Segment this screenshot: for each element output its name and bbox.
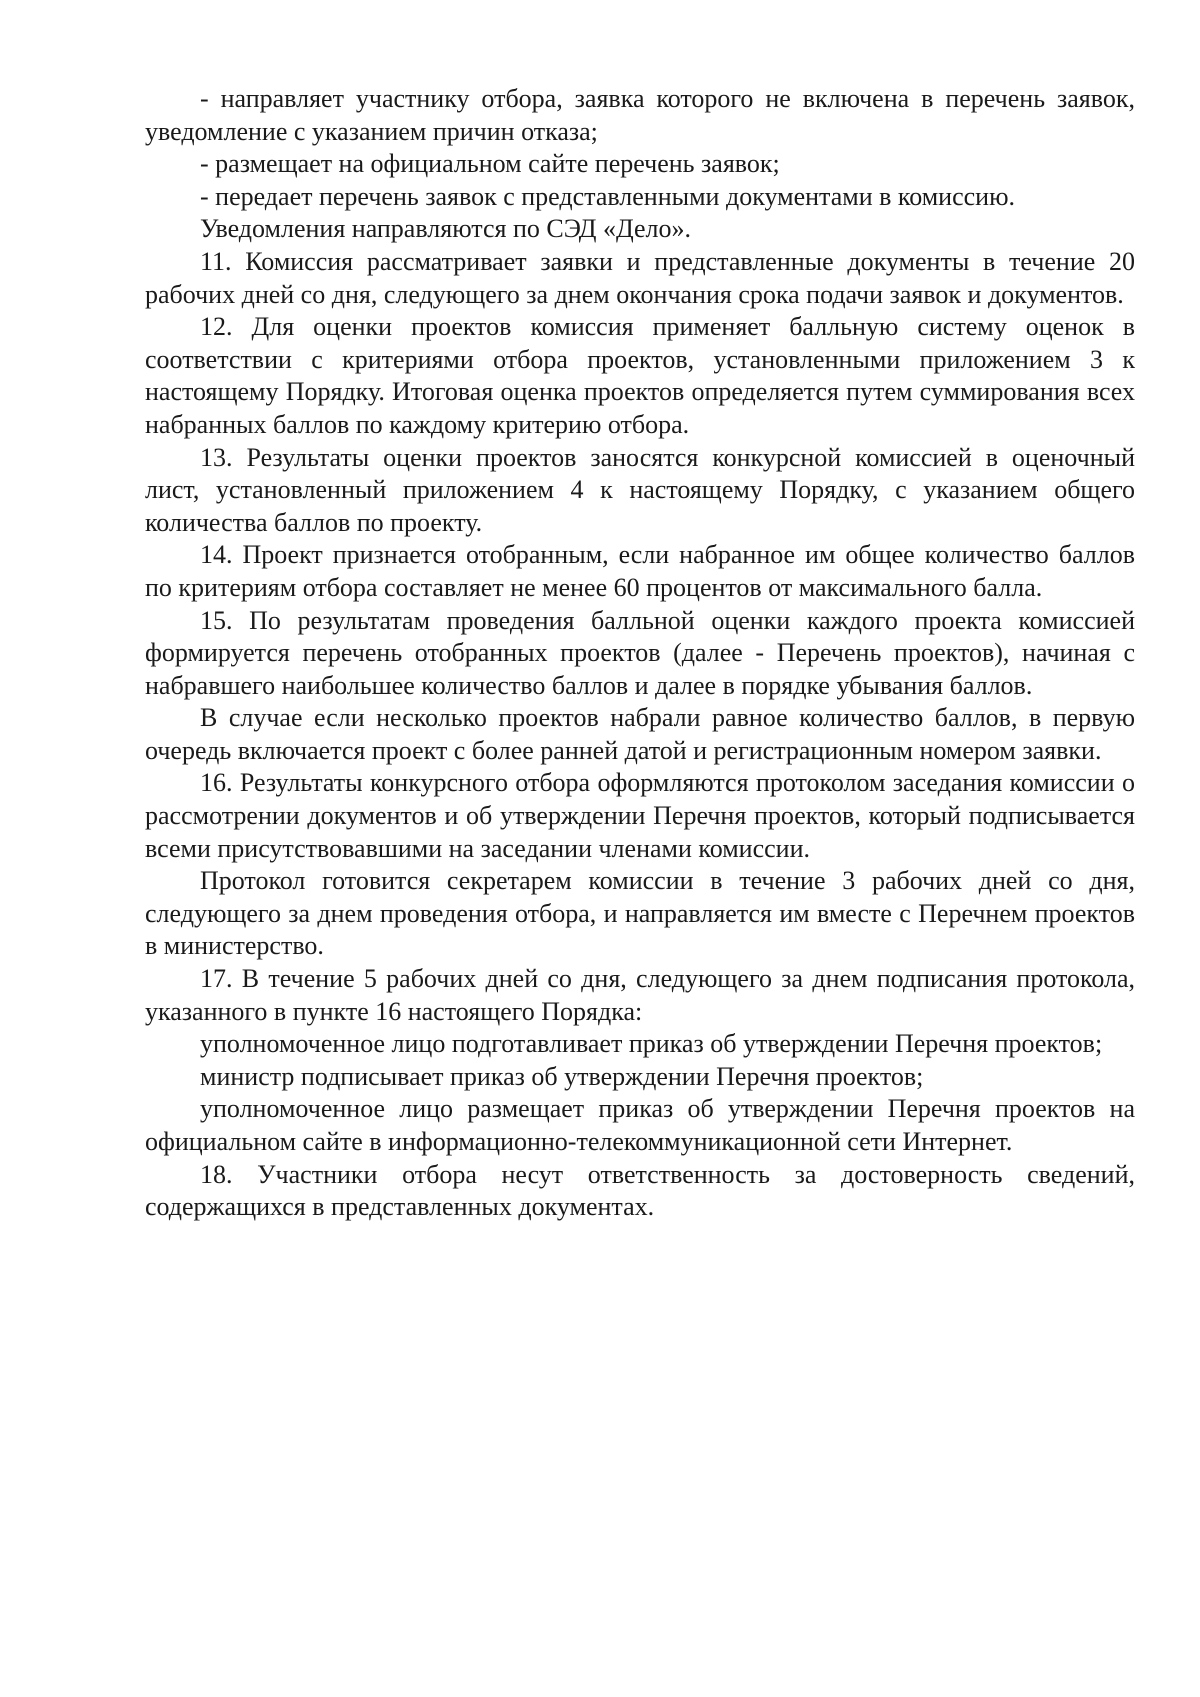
paragraph-equal-scores: В случае если несколько проектов набрали равное количество баллов, в первую очередь включается проект с более ранней датой и регистрационным номером заявки.: [145, 703, 1135, 765]
paragraph-item-13: 13. Результаты оценки проектов заносятся конкурсной комиссией в оценочный лист, установленный приложением 4 к настоящему Порядку, с указанием общего количества баллов по проекту.: [145, 442, 1135, 537]
paragraph-item-11: 11. Комиссия рассматривает заявки и представленные документы в течение 20 рабочих дней со дня, следующего за днем окончания срока подачи заявок и документов.: [145, 246, 1135, 309]
paragraph-publish-list: - размещает на официальном сайте перечень заявок;: [200, 149, 780, 179]
paragraph-minister-signs: министр подписывает приказ об утверждении Перечня проектов;: [200, 1061, 924, 1091]
document-body: [145, 83, 1135, 1224]
paragraph-item-12: 12. Для оценки проектов комиссия применяет балльную систему оценок в соответствии с критериями отбора проектов, установленными приложением 3 к настоящему Порядку. Итоговая оценка проектов определяется путем суммирования всех набранных баллов по каждому критерию отбора.: [145, 312, 1135, 439]
paragraph-item-15: 15. По результатам проведения балльной оценки каждого проекта комиссией формируется перечень отобранных проектов (далее - Перечень проектов), начиная с набравшего наибольшее количество баллов и далее в порядке убывания баллов.: [145, 605, 1135, 700]
paragraph-publish-order: уполномоченное лицо размещает приказ об утверждении Перечня проектов на официальном сайте в информационно-телекоммуникационной сети Интернет.: [145, 1094, 1135, 1156]
paragraph-item-16: 16. Результаты конкурсного отбора оформляются протоколом заседания комиссии о рассмотрении документов и об утверждении Перечня проектов, который подписывается всеми присутствовавшими на заседании членами комиссии.: [145, 768, 1135, 863]
paragraph-item-14: 14. Проект признается отобранным, если набранное им общее количество баллов по критериям отбора составляет не менее 60 процентов от максимального балла.: [145, 540, 1135, 602]
paragraph-notifications-sed: Уведомления направляются по СЭД «Дело».: [200, 214, 692, 244]
paragraph-notify-rejected: - направляет участнику отбора, заявка которого не включена в перечень заявок, уведомление с указанием причин отказа;: [145, 84, 1135, 146]
paragraph-protocol: Протокол готовится секретарем комиссии в течение 3 рабочих дней со дня, следующего за днем проведения отбора, и направляется им вместе с Перечнем проектов в министерство.: [145, 866, 1135, 961]
paragraph-prepare-order: уполномоченное лицо подготавливает приказ об утверждении Перечня проектов;: [200, 1029, 1103, 1059]
paragraph-transfer-list: - передает перечень заявок с представленными документами в комиссию.: [200, 181, 1015, 211]
paragraph-item-17: 17. В течение 5 рабочих дней со дня, следующего за днем подписания протокола, указанного в пункте 16 настоящего Порядка:: [145, 964, 1135, 1026]
paragraph-item-18: 18. Участники отбора несут ответственность за достоверность сведений, содержащихся в представленных документах.: [145, 1159, 1135, 1222]
